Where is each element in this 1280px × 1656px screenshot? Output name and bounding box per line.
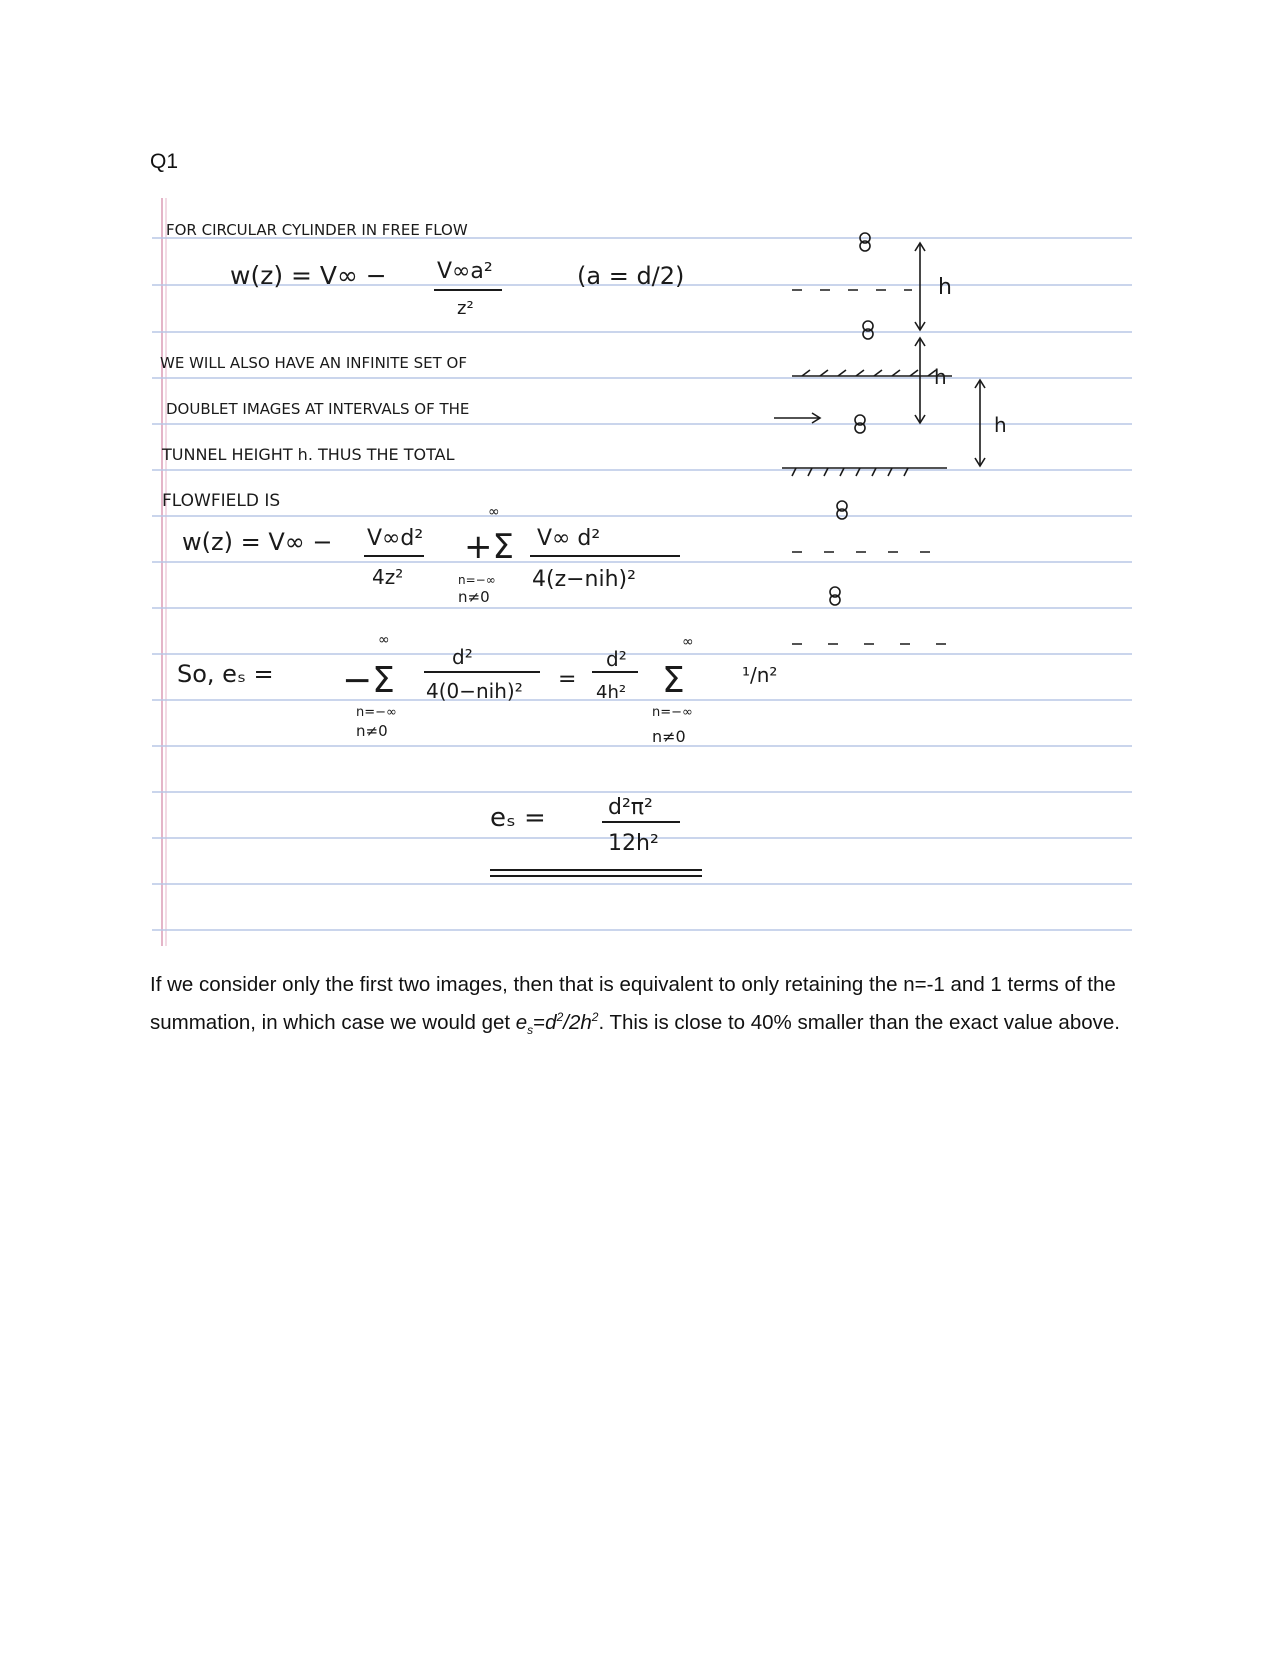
tunnel-wall-hatching — [802, 370, 936, 376]
eq1-fraction-denominator: z² — [457, 298, 474, 319]
eq4-denominator: 12h² — [608, 831, 659, 856]
d-symbol: d — [545, 1010, 557, 1034]
eq2-sum-upper: ∞ — [488, 504, 500, 520]
eq3-sum2-symbol: Σ — [662, 660, 685, 701]
eq3-sum-lower-1: n=−∞ — [356, 705, 397, 720]
paragraph-text-part-2: . This is close to 40% smaller than the exact value above. — [598, 1010, 1120, 1034]
h-symbol: h — [580, 1010, 592, 1034]
question-label: Q1 — [150, 150, 179, 173]
note-line-3: WE WILL ALSO HAVE AN INFINITE SET OF — [160, 354, 467, 372]
eq2-fraction2-denominator: 4(z−nih)² — [532, 567, 636, 592]
equals-sign: = — [533, 1010, 546, 1034]
sketch-label-h: h — [994, 413, 1007, 437]
eq3-sum-lower-2: n≠0 — [356, 722, 388, 740]
notebook-page — [152, 198, 1132, 946]
eq2-sum-lower-1: n=−∞ — [458, 573, 496, 587]
eq2-sum-lower-2: n≠0 — [458, 588, 490, 606]
eq3-sum2-lower-2: n≠0 — [652, 727, 686, 746]
sketch-label-h: h — [934, 365, 947, 389]
eq1-note: (a = d/2) — [577, 262, 685, 290]
e-symbol: e — [515, 1010, 528, 1034]
eq3-fraction-denominator: 4(0−nih)² — [426, 679, 523, 703]
eq4-lhs: eₛ = — [490, 803, 546, 833]
eq2-fraction1-denominator: 4z² — [372, 565, 404, 589]
h-superscript: 2 — [591, 1010, 599, 1024]
eq3-fraction2-denominator: 4h² — [596, 682, 627, 703]
eq3-sum-symbol: −Σ — [342, 660, 395, 701]
explanation-paragraph — [150, 968, 1135, 1047]
divide-part: /2 — [563, 1010, 581, 1034]
ruled-lines — [152, 238, 1132, 930]
tunnel-wall-hatching — [792, 468, 908, 476]
eq1-lhs: w(z) = V∞ − — [230, 261, 387, 290]
eq1-fraction-numerator: V∞a² — [437, 259, 493, 284]
eq2-fraction2-numerator: V∞ d² — [537, 526, 601, 551]
image-system-sketch — [774, 233, 985, 644]
eq2-sum-symbol: +Σ — [464, 527, 514, 567]
note-line-4: DOUBLET IMAGES AT INTERVALS OF THE — [166, 400, 470, 418]
eq3-equals: = — [558, 667, 577, 692]
eq2-lhs: w(z) = V∞ − — [182, 528, 333, 556]
paragraph-text-part-1: If we consider only the first two images, then that is equivalent to only retaining the n=-1 and 1 terms of the summation, in which case we would get — [150, 973, 1116, 1034]
eq3-sum2-lower-1: n=−∞ — [652, 705, 693, 720]
note-line-1: FOR CIRCULAR CYLINDER IN FREE FLOW — [166, 221, 468, 239]
sketch-label-h: h — [938, 275, 952, 300]
eq3-fraction-numerator: d² — [452, 645, 473, 669]
eq3-sum-upper: ∞ — [378, 632, 390, 648]
eq4-numerator: d²π² — [608, 795, 653, 820]
eq3-tail: ¹/n² — [742, 663, 778, 687]
note-line-5: TUNNEL HEIGHT h. THUS THE TOTAL — [162, 445, 455, 464]
handwritten-notes-scan — [152, 198, 1132, 946]
note-line-6: FLOWFIELD IS — [162, 491, 281, 511]
e-subscript: s — [527, 1022, 534, 1037]
d-superscript: 2 — [556, 1010, 564, 1024]
eq3-lhs: So, eₛ = — [177, 660, 274, 688]
eq3-fraction2-numerator: d² — [606, 647, 627, 671]
eq2-fraction1-numerator: V∞d² — [367, 526, 424, 551]
eq3-sum2-upper: ∞ — [682, 634, 694, 650]
